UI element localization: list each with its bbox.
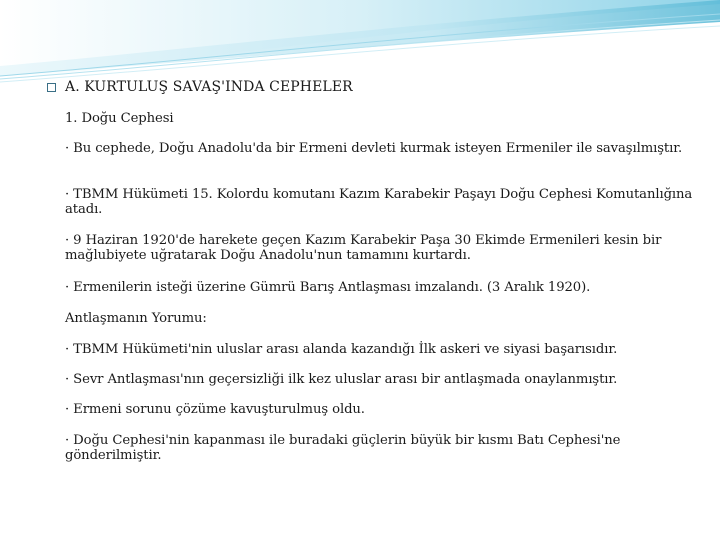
paragraph: · Doğu Cephesi'nin kapanması ile buradaki güçlerin büyük bir kısmı Batı Cephesi'ne gönderilmiştir.	[65, 433, 621, 463]
slide-heading: A. KURTULUŞ SAVAŞ'INDA CEPHELER	[65, 79, 353, 95]
paragraph: · Bu cephede, Doğu Anadolu'da bir Ermeni devleti kurmak isteyen Ermeniler ile savaşılmıştır.	[65, 141, 683, 156]
slide-heading-row	[47, 79, 353, 95]
paragraph-label: Antlaşmanın Yorumu:	[65, 311, 207, 326]
subheading: 1. Doğu Cephesi	[65, 111, 174, 126]
paragraph: · 9 Haziran 1920'de harekete geçen Kazım Karabekir Paşa 30 Ekimde Ermenileri kesin bir mağlubiyete uğratarak Doğu Anadolu'nun tamamını kurtardı.	[65, 233, 662, 263]
paragraph: · TBMM Hükümeti 15. Kolordu komutanı Kazım Karabekir Paşayı Doğu Cephesi Komutanlığına atadı.	[65, 187, 693, 217]
paragraph: · Ermenilerin isteği üzerine Gümrü Barış Antlaşması imzalandı. (3 Aralık 1920).	[65, 280, 591, 295]
paragraph: · Sevr Antlaşması'nın geçersizliği ilk kez uluslar arası bir antlaşmada onaylanmıştır.	[65, 372, 618, 387]
paragraph: · Ermeni sorunu çözüme kavuşturulmuş oldu.	[65, 402, 365, 417]
paragraph: · TBMM Hükümeti'nin uluslar arası alanda kazandığı İlk askeri ve siyasi başarısıdır.	[65, 342, 618, 357]
square-bullet-icon	[47, 83, 56, 92]
